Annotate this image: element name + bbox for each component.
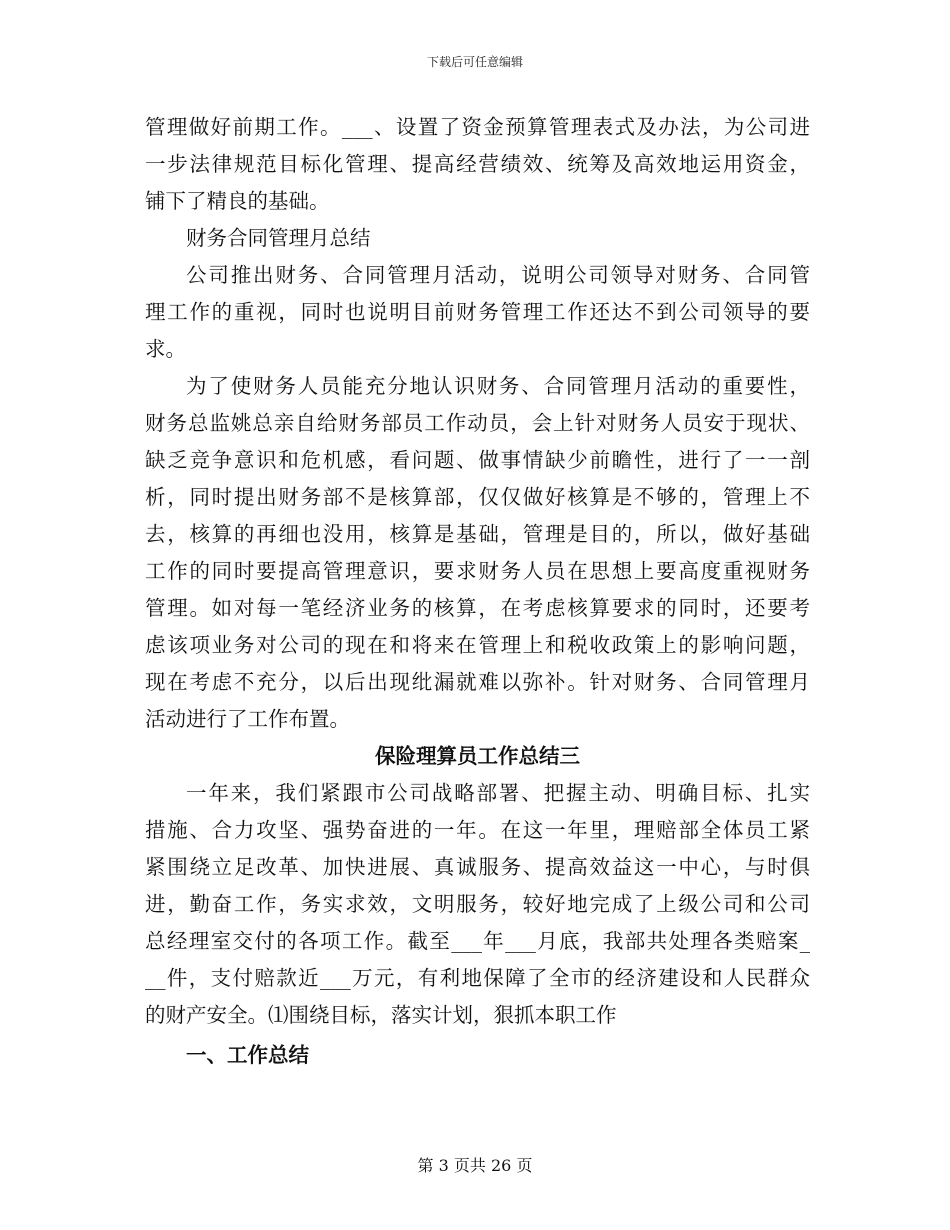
text-line: 理工作的重视，同时也说明目前财务管理工作还达不到公司领导的要 <box>145 300 810 324</box>
text-line: 措施、合力攻坚、强势奋进的一年。在这一年里，理赔部全体员工紧 <box>145 818 810 842</box>
paragraph <box>145 775 810 1034</box>
text-line: 公司推出财务、合同管理月活动，说明公司领导对财务、合同管 <box>186 263 810 287</box>
text-line: 进，勤奋工作，务实求效，文明服务，较好地完成了上级公司和公司 <box>145 892 810 916</box>
text-line: 去，核算的再细也没用，核算是基础，管理是目的，所以，做好基础 <box>145 522 810 546</box>
text-line: 的财产安全。⑴围绕目标，落实计划，狠抓本职工作 <box>145 1003 617 1027</box>
text-line: 财务合同管理月总结 <box>186 226 371 250</box>
text-line: 一年来，我们紧跟市公司战略部署、把握主动、明确目标、扎实 <box>186 781 810 805</box>
text-line: 管理做好前期工作。___、设置了资金预算管理表式及办法，为公司进 <box>145 115 810 139</box>
text-line: 活动进行了工作布置。 <box>145 707 350 731</box>
page-footer: 第 3 页共 26 页 <box>417 1156 533 1175</box>
text-line: 总经理室交付的各项工作。截至___年___月底，我部共处理各类赔案_ <box>145 929 810 953</box>
text-line: __件，支付赔款近___万元，有利地保障了全市的经济建设和人民群众 <box>145 966 810 990</box>
paragraph <box>145 368 810 738</box>
text-line: 管理。如对每一笔经济业务的核算，在考虑核算要求的同时，还要考 <box>145 596 810 620</box>
text-line: 财务总监姚总亲自给财务部员工作动员，会上针对财务人员安于现状、 <box>145 411 810 435</box>
text-line: 缺乏竞争意识和危机感，看问题、做事情缺少前瞻性，进行了一一剖 <box>145 448 810 472</box>
text-line: 紧围绕立足改革、加快进展、真诚服务、提高效益这一中心，与时俱 <box>145 855 810 879</box>
text-line: 虑该项业务对公司的现在和将来在管理上和税收政策上的影响问题， <box>145 633 810 657</box>
text-line: 析，同时提出财务部不是核算部，仅仅做好核算是不够的，管理上不 <box>145 485 810 509</box>
text-line: 求。 <box>145 337 186 361</box>
page-header-note: 下载后可任意编辑 <box>426 55 523 69</box>
text-line: 现在考虑不充分，以后出现纰漏就难以弥补。针对财务、合同管理月 <box>145 670 810 694</box>
section-title <box>145 220 810 257</box>
section-heading: 保险理算员工作总结三 <box>375 744 580 768</box>
paragraph <box>145 109 810 220</box>
document-body <box>145 109 810 1074</box>
text-line: 为了使财务人员能充分地认识财务、合同管理月活动的重要性， <box>186 374 810 398</box>
text-line: 一步法律规范目标化管理、提高经营绩效、统筹及高效地运用资金， <box>145 152 810 176</box>
paragraph <box>145 257 810 368</box>
subsection-heading: 一、工作总结 <box>186 1043 309 1067</box>
text-line: 工作的同时要提高管理意识，要求财务人员在思想上要高度重视财务 <box>145 559 810 583</box>
text-line: 铺下了精良的基础。 <box>145 189 330 213</box>
